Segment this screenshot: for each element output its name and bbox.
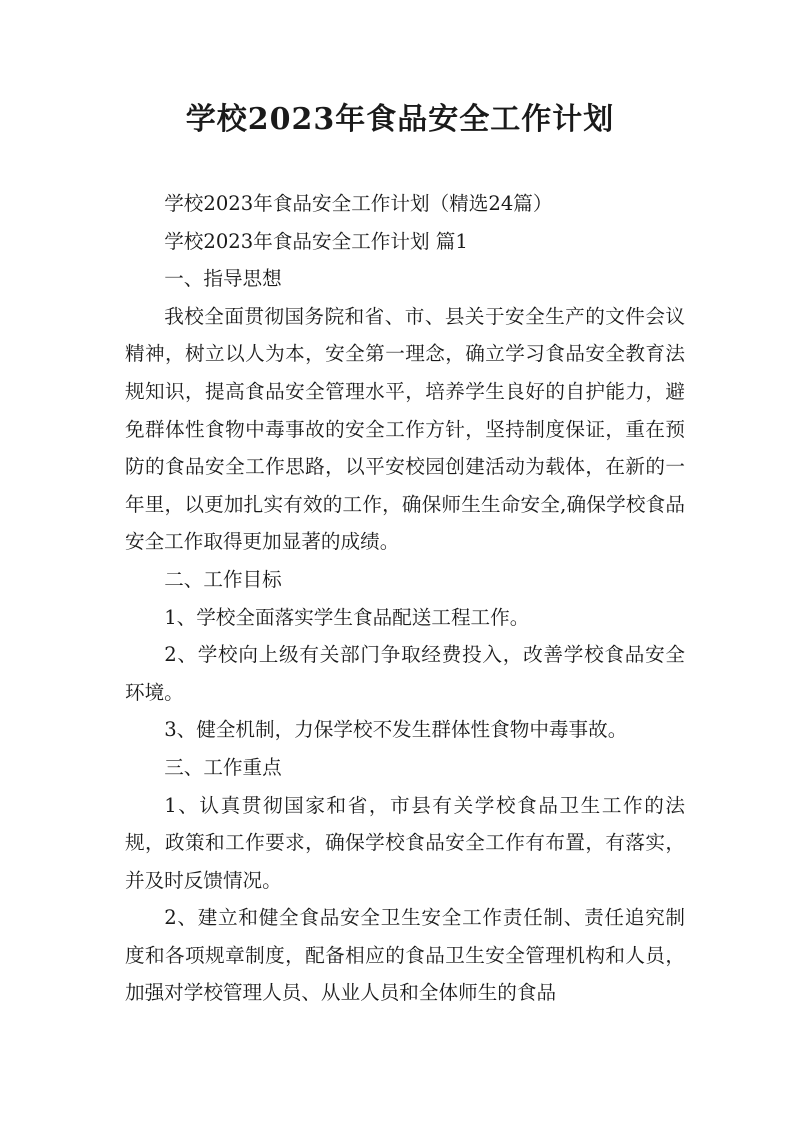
section-heading-work-focus: 三、工作重点 [164,755,282,779]
document-body [125,185,685,1012]
list-item-goal-2: 2、学校向上级有关部门争取经费投入，改善学校食品安全环境。 [125,643,685,704]
list-item-focus-1: 1、认真贯彻国家和省，市县有关学校食品卫生工作的法规，政策和工作要求，确保学校食品安全工作有布置，有落实，并及时反馈情况。 [125,793,685,892]
subtitle-paragraph: 学校2023年食品安全工作计划（精选24篇） [164,192,553,215]
list-item-focus-2: 2、建立和健全食品安全卫生安全工作责任制、责任追究制度和各项规章制度，配备相应的食品卫生安全管理机构和人员，加强对学校管理人员、从业人员和全体师生的食品 [125,906,685,1005]
section-heading-guiding-ideology: 一、指导思想 [164,267,282,291]
body-paragraph-guiding-ideology: 我校全面贯彻国务院和省、市、县关于安全生产的文件会议精神，树立以人为本，安全第一理念，确立学习食品安全教育法规知识，提高食品安全管理水平，培养学生良好的自护能力，避免群体性食物中毒事故的安全工作方针，坚持制度保证，重在预防的食品安全工作思路，以平安校园创建活动为载体，在新的一年里，以更加扎实有效的工作，确保师生生命安全,确保学校食品安全工作取得更加显著的成绩。 [125,304,685,554]
section-heading-work-goals: 二、工作目标 [164,567,282,591]
list-item-goal-1: 1、学校全面落实学生食品配送工程工作。 [164,605,530,629]
list-item-goal-3: 3、健全机制，力保学校不发生群体性食物中毒事故。 [164,718,628,742]
section-heading-article: 学校2023年食品安全工作计划 篇1 [164,229,468,253]
document-title: 学校2023年食品安全工作计划 [185,102,615,137]
